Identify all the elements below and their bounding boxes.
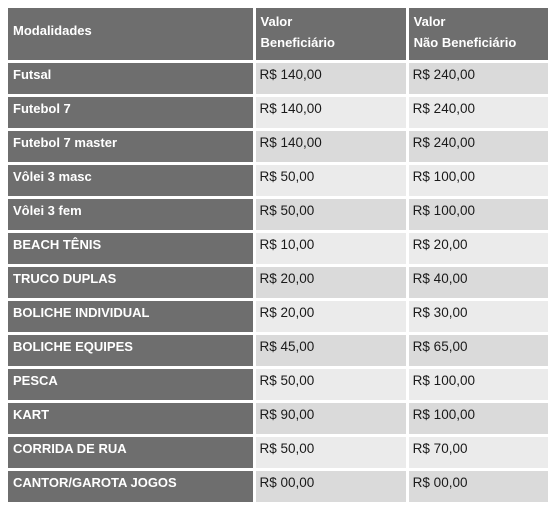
table-row [8, 471, 548, 502]
table-header-row [8, 8, 548, 60]
header-modalidades-label: Modalidades [13, 23, 92, 38]
table-row [8, 301, 548, 332]
modalidade-cell: CORRIDA DE RUA [8, 437, 253, 468]
valor-nao-beneficiario-cell: R$ 100,00 [409, 403, 548, 434]
valor-beneficiario-cell: R$ 20,00 [256, 301, 406, 332]
table-row [8, 199, 548, 230]
valor-beneficiario-cell: R$ 00,00 [256, 471, 406, 502]
valor-nao-beneficiario-cell: R$ 70,00 [409, 437, 548, 468]
valor-beneficiario-cell: R$ 50,00 [256, 165, 406, 196]
header-valor-nao-beneficiario-line1: Valor [413, 14, 446, 29]
valor-nao-beneficiario-cell: R$ 100,00 [409, 165, 548, 196]
valor-beneficiario-cell: R$ 140,00 [256, 97, 406, 128]
modalidade-cell: PESCA [8, 369, 253, 400]
valor-nao-beneficiario-cell: R$ 30,00 [409, 301, 548, 332]
modalidade-cell: BOLICHE EQUIPES [8, 335, 253, 366]
valor-beneficiario-cell: R$ 50,00 [256, 369, 406, 400]
modalidade-cell: Futebol 7 master [8, 131, 253, 162]
valor-nao-beneficiario-cell: R$ 00,00 [409, 471, 548, 502]
modalidade-cell: KART [8, 403, 253, 434]
valor-beneficiario-cell: R$ 45,00 [256, 335, 406, 366]
valor-nao-beneficiario-cell: R$ 40,00 [409, 267, 548, 298]
valor-beneficiario-cell: R$ 50,00 [256, 437, 406, 468]
valor-nao-beneficiario-cell: R$ 100,00 [409, 199, 548, 230]
valor-nao-beneficiario-cell: R$ 240,00 [409, 131, 548, 162]
modalidade-cell: Vôlei 3 fem [8, 199, 253, 230]
table-row [8, 335, 548, 366]
valor-beneficiario-cell: R$ 10,00 [256, 233, 406, 264]
header-valor-beneficiario [256, 8, 406, 60]
modalidade-cell: Futebol 7 [8, 97, 253, 128]
modalidade-cell: Futsal [8, 63, 253, 94]
table-row [8, 165, 548, 196]
table-row [8, 131, 548, 162]
modalidade-cell: TRUCO DUPLAS [8, 267, 253, 298]
valor-nao-beneficiario-cell: R$ 240,00 [409, 63, 548, 94]
header-modalidades [8, 8, 253, 60]
header-valor-beneficiario-line2: Beneficiário [260, 35, 335, 50]
valor-beneficiario-cell: R$ 20,00 [256, 267, 406, 298]
valor-nao-beneficiario-cell: R$ 100,00 [409, 369, 548, 400]
modalidade-cell: CANTOR/GAROTA JOGOS [8, 471, 253, 502]
valor-nao-beneficiario-cell: R$ 20,00 [409, 233, 548, 264]
header-valor-nao-beneficiario [409, 8, 548, 60]
table-row [8, 97, 548, 128]
valor-nao-beneficiario-cell: R$ 65,00 [409, 335, 548, 366]
valor-nao-beneficiario-cell: R$ 240,00 [409, 97, 548, 128]
valor-beneficiario-cell: R$ 50,00 [256, 199, 406, 230]
prices-table [5, 5, 551, 505]
valor-beneficiario-cell: R$ 140,00 [256, 63, 406, 94]
table-row [8, 63, 548, 94]
valor-beneficiario-cell: R$ 140,00 [256, 131, 406, 162]
table-row [8, 437, 548, 468]
header-valor-beneficiario-line1: Valor [260, 14, 293, 29]
modalidade-cell: BOLICHE INDIVIDUAL [8, 301, 253, 332]
table-row [8, 403, 548, 434]
valor-beneficiario-cell: R$ 90,00 [256, 403, 406, 434]
header-valor-nao-beneficiario-line2: Não Beneficiário [413, 35, 517, 50]
modalidade-cell: BEACH TÊNIS [8, 233, 253, 264]
table-row [8, 369, 548, 400]
table-row [8, 233, 548, 264]
modalidade-cell: Vôlei 3 masc [8, 165, 253, 196]
table-row [8, 267, 548, 298]
